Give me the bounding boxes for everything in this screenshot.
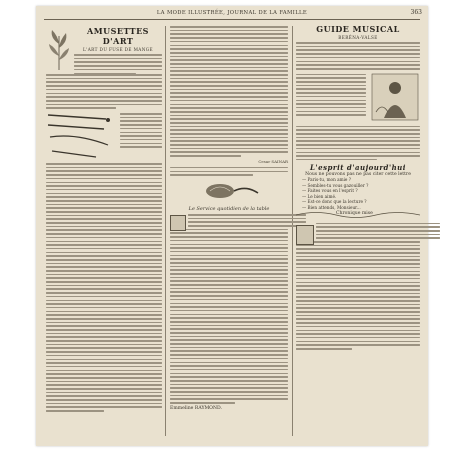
ornamental-spoon-icon: [200, 179, 260, 203]
chronicle-label: Chronique mise: [336, 211, 373, 217]
guide-musical-subheading: BERÊNA-VALSE: [338, 35, 378, 40]
dialogue-line: — Paris-tu, mon amie ?: [302, 177, 351, 183]
amusettes-header-block: [46, 24, 162, 72]
chronicle-banner: [296, 210, 420, 220]
vignette-figure-icon: [370, 72, 420, 122]
dialogue-line: — Bien attends, Monsieur...: [302, 204, 361, 210]
page-header: [36, 9, 428, 19]
header-rule: [44, 19, 420, 20]
dropcap-ornament: [296, 225, 314, 245]
music-illustration-block: [296, 72, 420, 124]
amusettes-heading: AMUSETTES D'ART: [87, 26, 149, 46]
spoon-illustration: [170, 178, 288, 204]
table-service-heading: Le Service quotidien de la table: [188, 205, 270, 212]
dialogue-line: — Sembles-tu vous gazouiller ?: [302, 182, 369, 188]
column-divider: [292, 26, 293, 436]
tools-illustration: [46, 111, 162, 161]
floral-ornament-icon: [46, 26, 72, 70]
column-right: [296, 24, 420, 352]
journal-title: LA MODE ILLUSTRÉE, JOURNAL DE LA FAMILLE: [156, 10, 308, 16]
esprit-dialogue: [296, 177, 420, 210]
dialogue-line: — Le bien aimé.: [302, 193, 337, 199]
author-signature: Cesar SAINAR: [258, 158, 288, 164]
esprit-intro: Nous ne pouvons pas ne pas citer cette lettre: [305, 172, 411, 178]
column-middle: [170, 24, 288, 411]
journal-page: [36, 6, 428, 446]
engraving-tools-icon: [46, 111, 118, 161]
dropcap-ornament: [170, 215, 186, 231]
article-signature: Emmeline RAYMOND.: [170, 405, 222, 411]
page-number: 363: [410, 9, 422, 16]
amusettes-subheading: L'ART DU FUSE DE MANGE: [83, 47, 153, 52]
column-divider: [165, 26, 166, 436]
dialogue-line: — Faites vous en l'esprit ?: [302, 188, 358, 194]
column-left: [46, 24, 162, 414]
esprit-heading: L'esprit d'aujourd'hui: [310, 163, 406, 173]
dialogue-line: — Est-ce donc que la lecture ?: [302, 199, 367, 205]
guide-musical-heading: GUIDE MUSICAL: [316, 24, 400, 34]
